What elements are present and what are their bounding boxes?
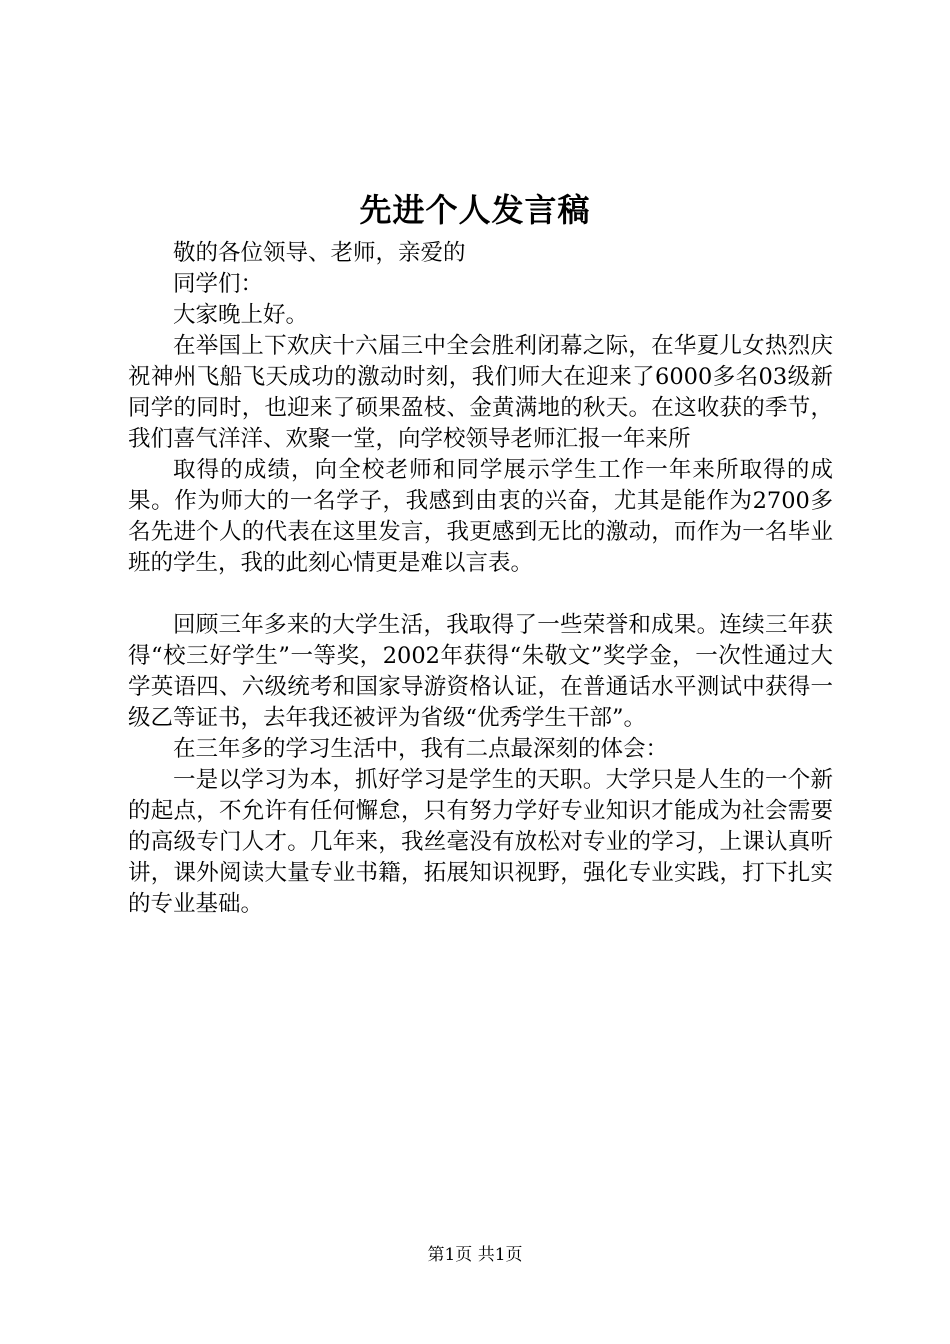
page-footer: 第1页 共1页 — [427, 1245, 523, 1265]
salutation-line-2: 同学们： — [173, 271, 264, 297]
paragraph-study: 一是以学习为本，抓好学习是学生的天职。大学只是人生的一个新的起点，不允许有任何懈怠，只有努力学好专业知识才能成为社会需要的高级专门人才。几年来，我丝毫没有放松对专业的学习，上课认真听讲，课外阅读大量专业书籍，拓展知识视野，强化专业实践，打下扎实的专业基础。 — [128, 767, 833, 917]
paragraph-achievements: 取得的成绩，向全校老师和同学展示学生工作一年来所取得的成果。作为师大的一名学子，我感到由衷的兴奋，尤其是能作为2700多名先进个人的代表在这里发言，我更感到无比的激动，而作为一名毕业班的学生，我的此刻心情更是难以言表。 — [128, 457, 833, 576]
paragraph-review: 回顾三年多来的大学生活，我取得了一些荣誉和成果。连续三年获得“校三好学生”一等奖，2002年获得“朱敬文”奖学金，一次性通过大学英语四、六级统考和国家导游资格认证，在普通话水平测试中获得一级乙等证书，去年我还被评为省级“优秀学生干部”。 — [128, 612, 833, 731]
document-body — [128, 238, 833, 920]
paragraph-experience: 在三年多的学习生活中，我有二点最深刻的体会： — [173, 736, 669, 762]
salutation-line-1: 敬的各位领导、老师，亲爱的 — [173, 240, 466, 266]
paragraph-opening: 在举国上下欢庆十六届三中全会胜利闭幕之际，在华夏儿女热烈庆祝神州飞船飞天成功的激动时刻，我们师大在迎来了6000多名03级新同学的同时，也迎来了硕果盈枝、金黄满地的秋天。在这收获的季节，我们喜气洋洋、欢聚一堂，向学校领导老师汇报一年来所 — [128, 333, 833, 452]
document-title: 先进个人发言稿 — [359, 191, 591, 229]
greeting: 大家晚上好。 — [173, 302, 309, 328]
